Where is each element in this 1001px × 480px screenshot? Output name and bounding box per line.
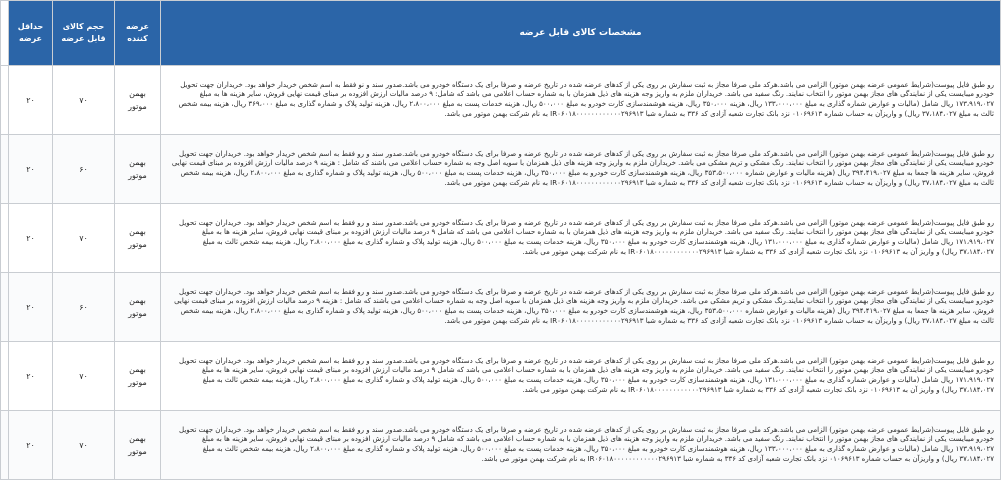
volume-cell: ۶۰ — [53, 135, 115, 204]
spec-cell: رو طبق فایل پیوست(شرایط عمومی عرضه بهمن موتور) الزامی می باشد.هرکد ملی صرفا مجاز به ثبت سفارش بر روی یکی از کدهای عرضه شده در تاریخ عرضه و صرفا برای یک دستگاه خودرو می باشد.صدور سند و رو فقط به اسم شخص خریدار خواهد بود. خریداران جهت تحویل خودرو میبایست یکی از نمایندگی های مجاز بهمن موتور را انتخاب نمایند.رنگ مشکی و تریم مشکی می باشد. خریداران ملزم به واریز وجه هزینه های ذیل همزمان با سویه اصل وجه به شماره حساب اعلامی می باشند که شامل : هزینه ۹ درصد مالیات ارزش افزوده بر مبنای قیمت نهایی فروش، سایر هزینه ها جمعا به مبلغ ۳۹۴،۴۱۹،۰۲۷ ریال (هزینه مالیات و عوارض شماره ۳۵۳،۵۰۰،۰۰۰ ریال، هزینه هوشمندسازی کارت خودرو به مبلغ ۳۵۰،۰۰۰ ریال، هزینه خدمات پست به مبلغ ۵۰۰،۰۰۰ ریال، هزینه تولید پلاک و شماره گذاری به مبلغ ۲،۸۰۰،۰۰۰ ریال، هزینه بیمه شخص ثالث به مبلغ ۳۷،۱۸۴،۰۲۷ ریال) و واریزآن به حساب شماره ۰۱۰۶۹۶۱۳ نزد بانک تجارت شعبه آزادی کد ۳۳۶ به شماره شبا IR۰۶۰۱۸۰۰۰۰۰۰۰۰۰۰۰۰۲۹۶۹۱۳ به نام شرکت بهمن موتور می باشد. — [161, 273, 1001, 342]
volume-cell: ۷۰ — [53, 342, 115, 411]
min-order-cell: ۲۰ — [9, 342, 53, 411]
min-order-cell: ۲۰ — [9, 411, 53, 480]
header-min-order: حداقل عرضه — [9, 1, 53, 66]
volume-cell: ۷۰ — [53, 411, 115, 480]
volume-cell: ۷۰ — [53, 66, 115, 135]
row-edge-cell — [1, 135, 9, 204]
table-row — [1, 273, 1001, 342]
row-edge-cell — [1, 411, 9, 480]
table-row — [1, 342, 1001, 411]
supplier-cell: بهمن موتور — [115, 66, 161, 135]
table-row — [1, 411, 1001, 480]
supplier-cell: بهمن موتور — [115, 135, 161, 204]
spec-cell: رو طبق فایل پیوست(شرایط عمومی عرضه بهمن موتور) الزامی می باشد.هرکد ملی صرفا مجاز به ثبت سفارش بر روی یکی از کدهای عرضه شده در تاریخ عرضه و صرفا برای یک دستگاه خودرو می باشد.صدور سند و رو فقط به اسم شخص خریدار خواهد بود. خریداران جهت تحویل خودرو میبایست یکی از نمایندگی های مجاز بهمن موتور را انتخاب نمایند. رنگ سفید می باشد. خریداران ملزم به واریز وجه هزینه های ذیل همزمان با به شماره حساب اعلامی می باشد که شامل ۹ درصد مالیات ارزش افزوده بر مبنای قیمت نهایی فروش، سایر هزینه ها به مبلغ ۱۷۳،۹۱۹،۰۲۷ ریال شامل (مالیات و عوارض شماره گذاری به مبلغ ۱۳۳،۰۰۰،۰۰۰ ریال، هزینه هوشمندسازی کارت خودرو به مبلغ ۳۵۰،۰۰۰ ریال، هزینه خدمات پست به مبلغ ۵۰۰،۰۰۰ ریال، هزینه تولید پلاک و شماره گذاری به مبلغ ۲،۸۰۰،۰۰۰ ریال، هزینه بیمه شخص ثالث به مبلغ ۳۷،۱۸۴،۰۲۷ ریال) و واریزآن به حساب شماره ۰۱۰۶۹۶۱۳ نزد بانک تجارت شعبه آزادی کد ۳۳۶ به شماره شبا IR۰۶۰۱۸۰۰۰۰۰۰۰۰۰۰۰۰۲۹۶۹۱۳ به نام شرکت بهمن موتور می باشد. — [161, 411, 1001, 480]
volume-cell: ۷۰ — [53, 204, 115, 273]
supplier-cell: بهمن موتور — [115, 411, 161, 480]
table-row — [1, 135, 1001, 204]
supplier-cell: بهمن موتور — [115, 342, 161, 411]
header-supplier: عرضه کننده — [115, 1, 161, 66]
spec-cell: رو طبق فایل پیوست(شرایط عمومی عرضه بهمن موتور) الزامی می باشد.هرکد ملی صرفا مجاز به ثبت سفارش بر روی یکی از کدهای عرضه شده در تاریخ عرضه و صرفا برای یک دستگاه خودرو می باشد.صدور سند و رو فقط به اسم شخص خریدار خواهد بود. خریداران جهت تحویل خودرو میبایست یکی از نمایندگی های مجاز بهمن موتور را انتخاب نمایند. رنگ سفید می باشد. خریداران ملزم به واریز وجه هزینه های ذیل همزمان با به شماره حساب اعلامی می باشد که شامل ۹ درصد مالیات ارزش افزوده بر مبنای قیمت نهایی فروش، سایر هزینه ها به مبلغ ۱۷۱،۹۱۹،۰۲۷ ریال شامل (مالیات و عوارض شماره گذاری به مبلغ ۱۳۱،۰۰۰،۰۰۰ ریال، هزینه هوشمندسازی کارت خودرو به مبلغ ۳۵۰،۰۰۰ ریال، هزینه خدمات پست به مبلغ ۵۰۰،۰۰۰ ریال، هزینه تولید پلاک و شماره گذاری به مبلغ ۲،۸۰۰،۰۰۰ ریال، هزینه بیمه شخص ثالث به مبلغ ۳۷،۱۸۴،۰۲۷ ریال) و واریز آن به ۰۱۰۶۹۶۱۳ نزد بانک تجارت شعبه آزادی کد ۳۳۶ به شماره شبا IR۰۶۰۱۸۰۰۰۰۰۰۰۰۰۰۰۰۲۹۶۹۱۳ به نام شرکت بهمن موتور می باشد. — [161, 204, 1001, 273]
volume-cell: ۶۰ — [53, 273, 115, 342]
table-header-row — [1, 1, 1001, 66]
row-edge-cell — [1, 66, 9, 135]
header-edge-cell — [1, 1, 9, 66]
table-row — [1, 66, 1001, 135]
table-row — [1, 204, 1001, 273]
spec-cell: رو طبق فایل پیوست(شرایط عمومی عرضه بهمن موتور) الزامی می باشد.هرکد ملی صرفا مجاز به ثبت سفارش بر روی یکی از کدهای عرضه شده در تاریخ عرضه و صرفا برای یک دستگاه خودرو می باشد.صدور سند و نو فقط به اسم شخص خریدار خواهد بود. خریداران جهت تحویل خودرو میبایست یکی از نمایندگی های مجاز بهمن موتور را انتخاب نمایند. رنگ سفید می باشد. خریداران ملزم به واریز وجه هزینه های ذیل همزمان با به شماره حساب اعلامی می باشد که شامل: ۹ درصد مالیات ارزش افزوده بر مبنای قیمت نهایی فروش، سایر هزینه ها به مبلغ ۱۷۳،۹۱۹،۰۲۷ ریال شامل (مالیات و عوارض شماره گذاری به مبلغ ۱۳۳،۰۰۰،۰۰۰ ریال، هزینه ۳۵۰،۰۰۰ ریال، هزینه هوشمندسازی کارت خودرو به مبلغ ۵۰۰،۰۰۰ ریال، هزینه خدمات پست به مبلغ ۲،۸۰۰،۰۰۰ ریال، هزینه تولید پلاک و شماره گذاری به مبلغ ۳۶۹،۰۰۰ ریال، هزینه بیمه شخص ثالث به مبلغ ۳۷،۱۸۴،۰۲۷ ریال) و واریزآن به حساب شماره ۰۱۰۶۹۶۱۳ نزد بانک تجارت شعبه آزادی کد ۳۳۶ به شماره شبا IR۰۶۰۱۸۰۰۰۰۰۰۰۰۰۰۰۰۲۹۶۹۱۳ به نام شرکت بهمن موتور می باشد. — [161, 66, 1001, 135]
min-order-cell: ۲۰ — [9, 273, 53, 342]
row-edge-cell — [1, 273, 9, 342]
min-order-cell: ۲۰ — [9, 135, 53, 204]
row-edge-cell — [1, 342, 9, 411]
header-spec: مشخصات کالای قابل عرضه — [161, 1, 1001, 66]
spec-cell: رو طبق فایل پیوست(شرایط عمومی عرضه بهمن موتور) الزامی می باشد.هرکد ملی صرفا مجاز به ثبت سفارش بر روی یکی از کدهای عرضه شده در تاریخ عرضه و صرفا برای یک دستگاه خودرو می باشد.صدور سند و رو فقط به اسم شخص خریدار خواهد بود. خریداران جهت تحویل خودرو میبایست یکی از نمایندگی های مجاز بهمن موتور را انتخاب نمایند. رنگ سفید می باشد. خریداران ملزم به واریز وجه هزینه های ذیل همزمان با به شماره حساب اعلامی می باشد که شامل ۹ درصد مالیات ارزش افزوده بر مبنای قیمت نهایی فروش، سایر هزینه ها به مبلغ ۱۷۱،۹۱۹،۰۲۷ ریال شامل (مالیات و عوارض شماره گذاری به مبلغ ۱۳۱،۰۰۰،۰۰۰ ریال، هزینه هوشمندسازی کارت خودرو به مبلغ ۳۵۰،۰۰۰ ریال، هزینه خدمات پست به مبلغ ۵۰۰،۰۰۰ ریال، هزینه تولید پلاک و شماره گذاری به مبلغ ۲،۸۰۰،۰۰۰ ریال، هزینه بیمه شخص ثالث به مبلغ ۳۷،۱۸۴،۰۲۷ ریال) و واریز آن به ۰۱۰۶۹۶۱۳ نزد بانک تجارت شعبه آزادی کد ۳۳۶ به شماره شبا IR۰۶۰۱۸۰۰۰۰۰۰۰۰۰۰۰۰۲۹۶۹۱۳ به نام شرکت بهمن موتور می باشد. — [161, 342, 1001, 411]
supplier-cell: بهمن موتور — [115, 273, 161, 342]
row-edge-cell — [1, 204, 9, 273]
min-order-cell: ۲۰ — [9, 204, 53, 273]
supplier-cell: بهمن موتور — [115, 204, 161, 273]
spec-cell: رو طبق فایل پیوست(شرایط عمومی عرضه بهمن موتور) الزامی می باشد.هرکد ملی صرفا مجاز به ثبت سفارش بر روی یکی از کدهای عرضه شده در تاریخ عرضه و صرفا برای یک دستگاه خودرو می باشد.صدور سند و رو فقط به اسم شخص خریدار خواهد بود. خریداران جهت تحویل خودرو میبایست یکی از نمایندگی های مجاز بهمن موتور را انتخاب نمایند. رنگ مشکی و تریم مشکی می باشد. خریداران ملزم به واریز وجه هزینه های ذیل همزمان با سویه اصل وجه به شماره حساب اعلامی می باشند که شامل : هزینه ۹ درصد مالیات ارزش افزوده بر مبنای قیمت نهایی فروش، سایر هزینه ها جمعا به مبلغ ۳۹۴،۴۱۹،۰۲۷ ریال (هزینه مالیات و عوارض شماره ۳۵۳،۵۰۰،۰۰۰ ریال، هزینه هوشمندسازی کارت خودرو به مبلغ ۳۵۰،۰۰۰ ریال، هزینه خدمات پست به مبلغ ۵۰۰،۰۰۰ ریال، هزینه تولید پلاک و شماره گذاری به مبلغ ۲،۸۰۰،۰۰۰ ریال، هزینه بیمه شخص ثالث به مبلغ ۳۷،۱۸۴،۰۲۷ ریال) و واریزآن به حساب شماره ۰۱۰۶۹۶۱۳ نزد بانک تجارت شعبه آزادی کد ۳۳۶ به شماره شبا IR۰۶۰۱۸۰۰۰۰۰۰۰۰۰۰۰۰۲۹۶۹۱۳ به نام شرکت بهمن موتور می باشد. — [161, 135, 1001, 204]
min-order-cell: ۲۰ — [9, 66, 53, 135]
header-volume: حجم کالای قابل عرضه — [53, 1, 115, 66]
